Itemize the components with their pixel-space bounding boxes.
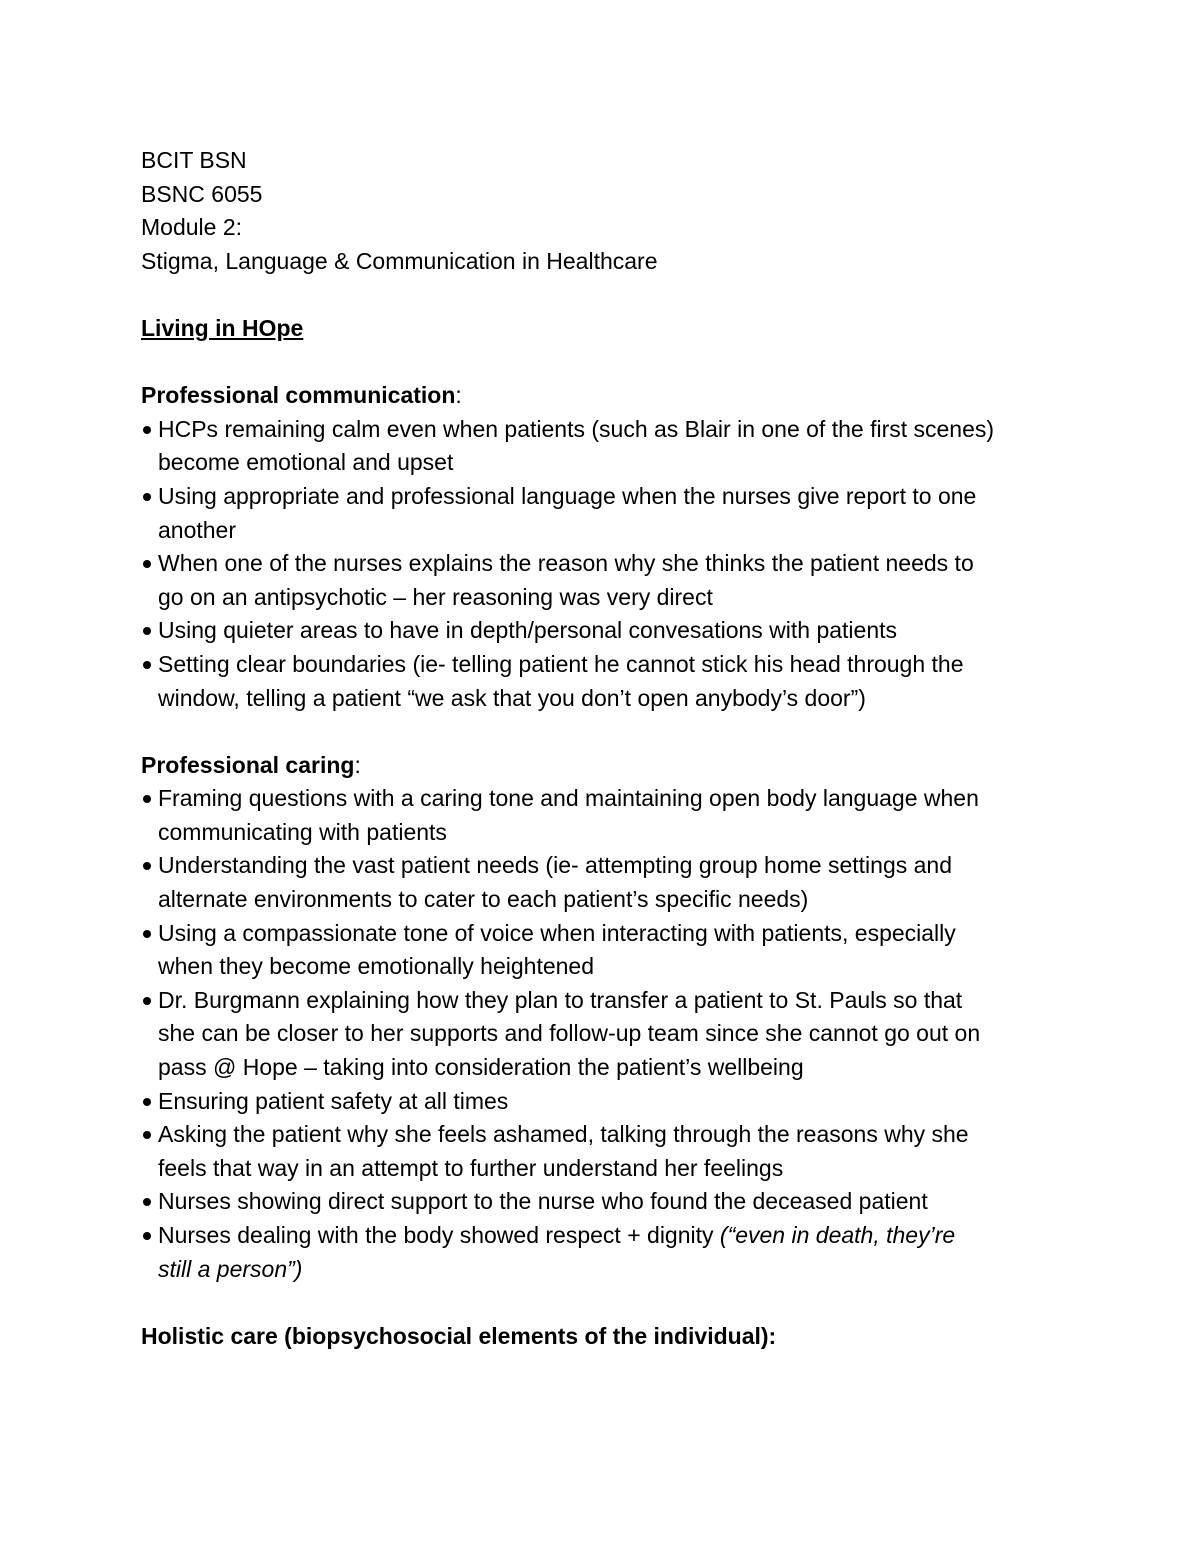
caring-heading-colon: : [354,751,361,778]
list-item: Using quieter areas to have in depth/personal convesations with patients [158,617,898,644]
list-item: Framing questions with a caring tone and maintaining open body language when communicating with patients [158,785,979,845]
document-title: Living in HOpe [141,314,304,341]
list-item: Nurses dealing with the body showed respect + dignity (“even in death, they’re still a person”) [141,1219,1081,1286]
quote-text: (“even in death, they’re [719,1222,956,1248]
list-item: Using appropriate and professional language when the nurses give report to one another [158,482,977,543]
list-item: Understanding the vast patient needs (ie- attempting group home settings and alternate environments to cater to each patient’s specific needs) [158,852,952,913]
course-code: BSNC 6055 [141,180,263,207]
caring-heading-line [141,749,1081,783]
document-page [141,144,1081,1353]
list-item: Setting clear boundaries (ie- telling patient he cannot stick his head through the window, telling a patient “we ask that you don’t open anybody’s door”) [158,650,964,711]
holistic-heading: Holistic care (biopsychosocial elements of the individual): [141,1322,777,1349]
list-item: HCPs remaining calm even when patients (such as Blair in one of the first scenes) become emotional and upset [158,415,995,476]
communication-heading-line [141,379,1081,413]
list-item: Asking the patient why she feels ashamed, talking through the reasons why she feels that way in an attempt to further understand her feelings [158,1121,969,1181]
list-item: Dr. Burgmann explaining how they plan to transfer a patient to St. Pauls so that she can be closer to her supports and follow-up team since she cannot go out on pass @ Hope – taking into consideration the patient’s wellbeing [158,986,981,1081]
module-title: Stigma, Language & Communication in Healthcare [141,247,658,274]
list-item: Nurses showing direct support to the nurse who found the deceased patient [158,1188,928,1215]
caring-heading: Professional caring [141,751,355,778]
communication-heading-colon: : [455,382,462,409]
caring-list [141,782,1081,1286]
communication-list [141,413,1081,715]
list-item: Ensuring patient safety at all times [158,1087,509,1114]
communication-heading: Professional communication [141,382,456,409]
module-label: Module 2: [141,214,243,241]
list-item: When one of the nurses explains the reason why she thinks the patient needs to go on an antipsychotic – her reasoning was very direct [158,550,974,610]
program-name: BCIT BSN [141,147,247,173]
quote-text-continued: still a person”) [158,1255,303,1282]
list-item: Using a compassionate tone of voice when interacting with patients, especially when they become emotionally heightened [158,919,956,980]
